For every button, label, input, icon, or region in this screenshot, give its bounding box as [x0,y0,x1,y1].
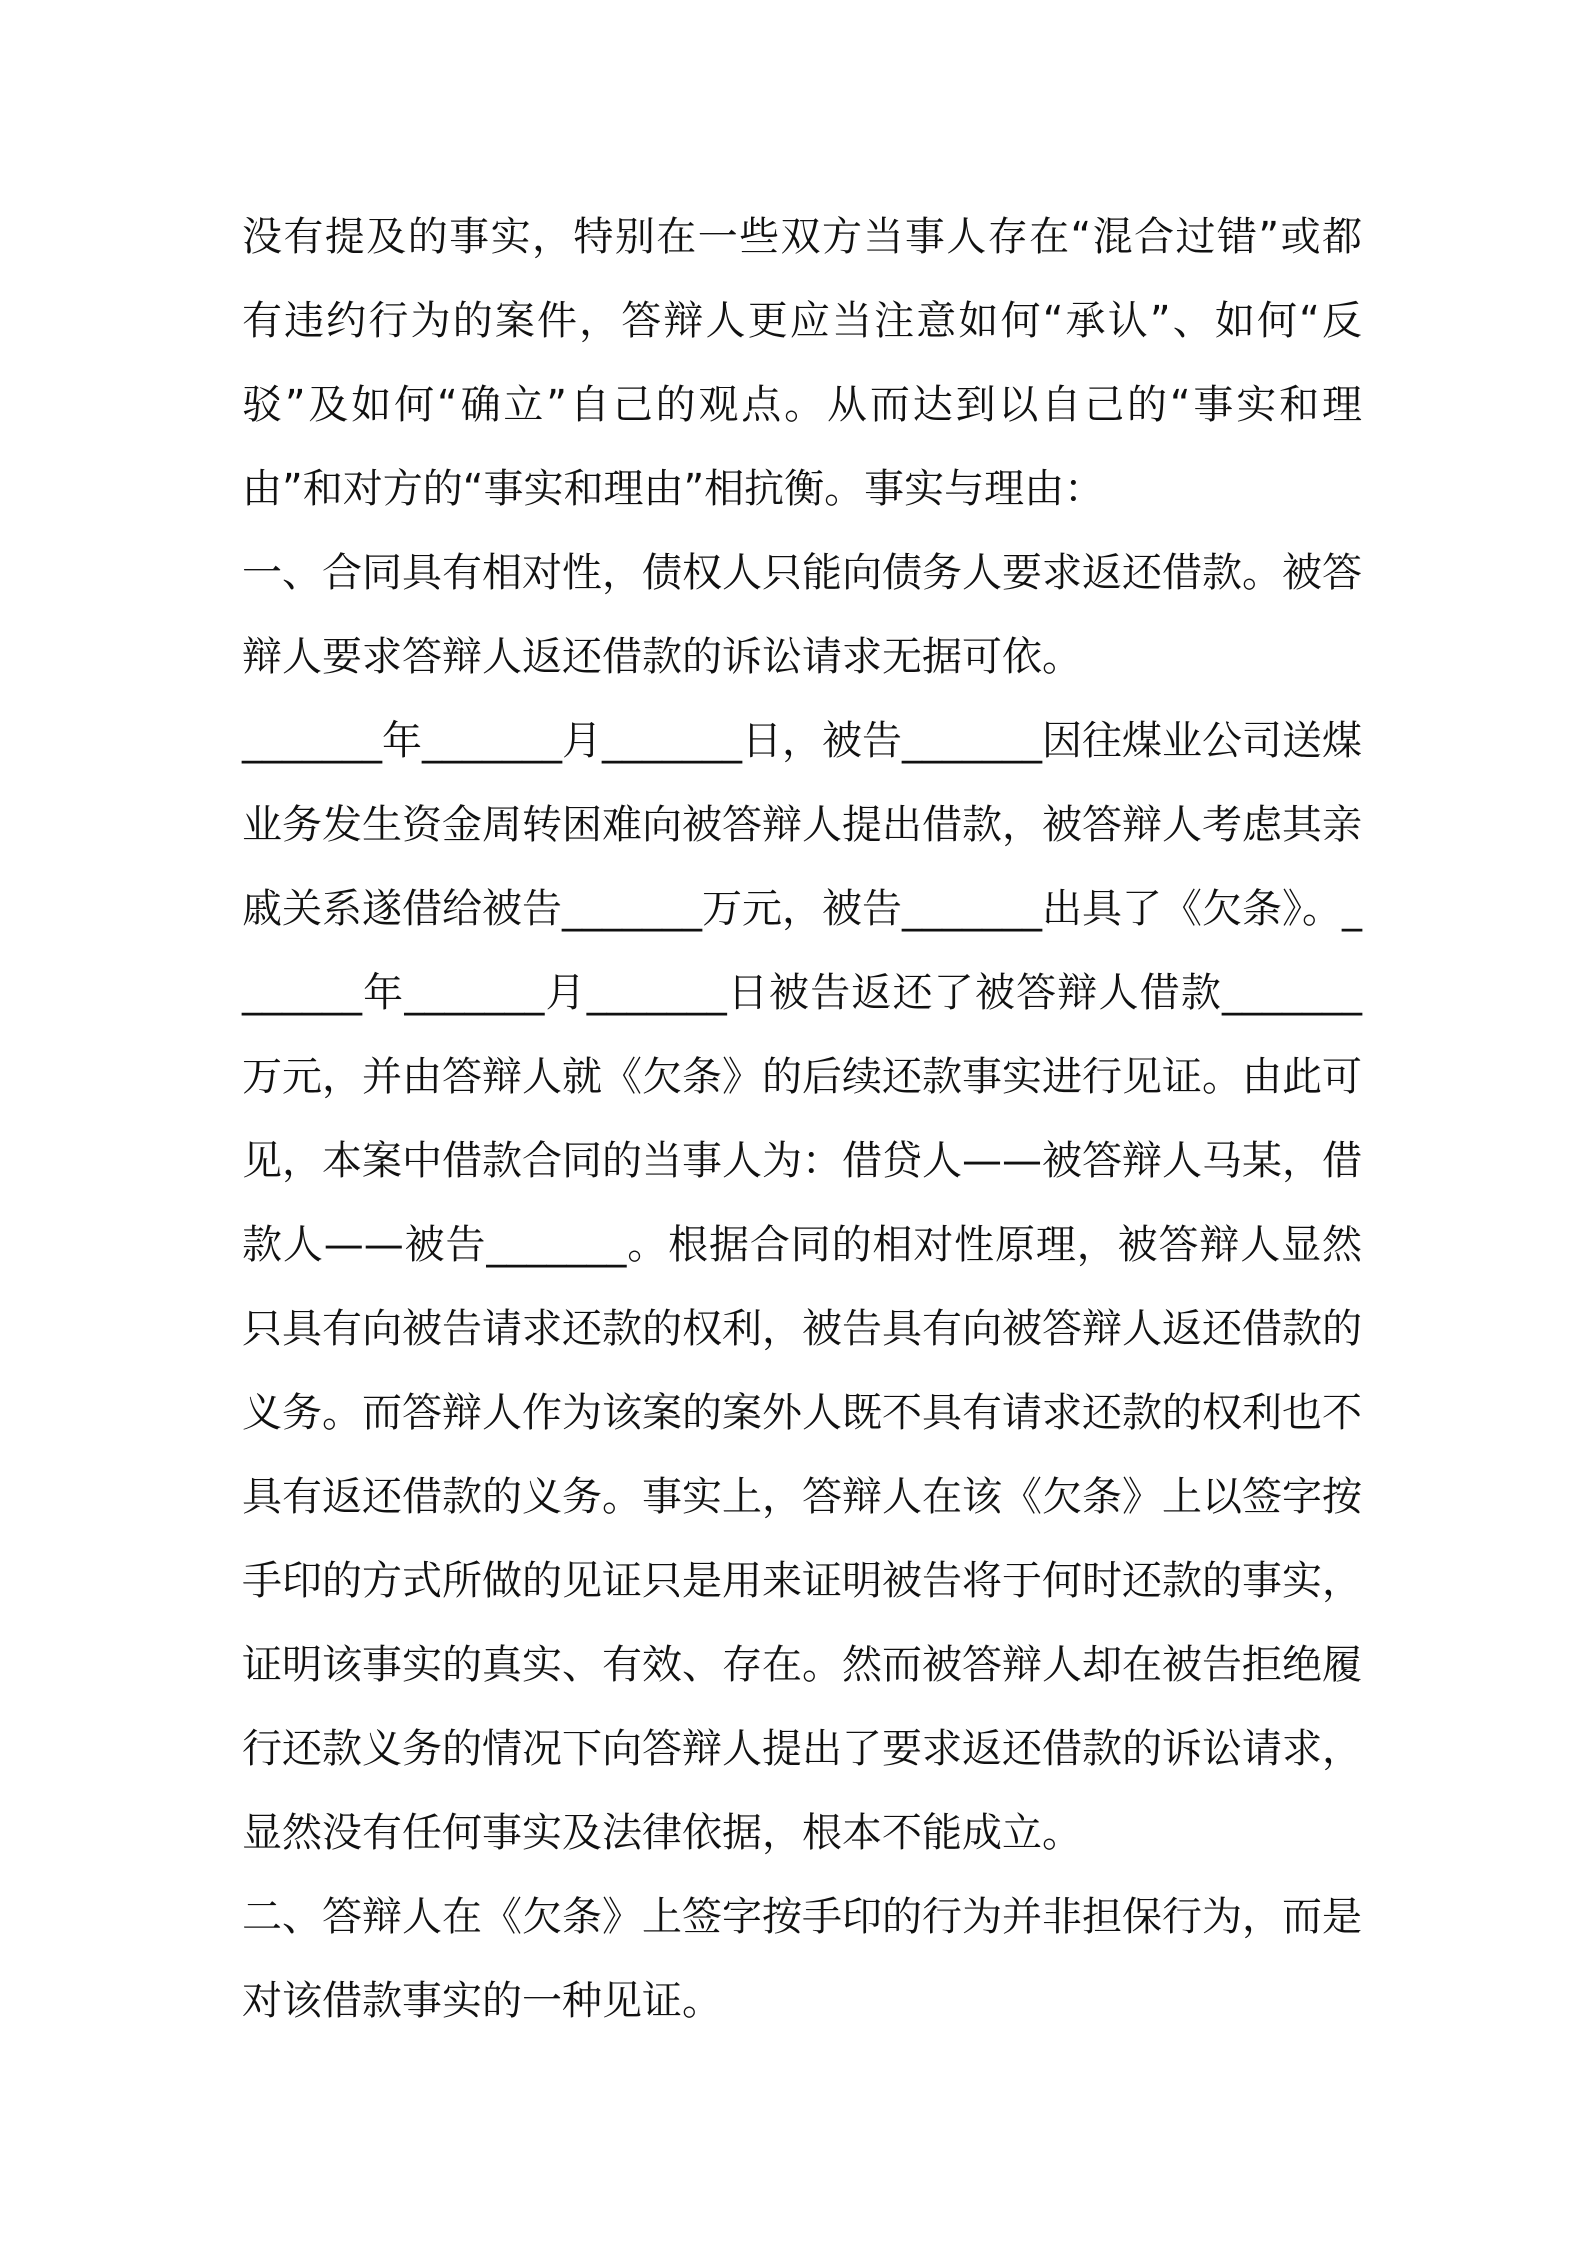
paragraph-facts: _______年_______月_______日，被告_______因往煤业公司送煤业务发生资金周转困难向被答辩人提出借款，被答辩人考虑其亲戚关系遂借给被告_______万元，被告_______出具了《欠条》。_______年_______月_______日被告返还了被答辩人借款_______万元，并由答辩人就《欠条》的后续还款事实进行见证。由此可见，本案中借款合同的当事人为：借贷人——被答辩人马某，借款人——被告_______。根据合同的相对性原理，被答辩人显然只具有向被告请求还款的权利，被告具有向被答辩人返还借款的义务。而答辩人作为该案的案外人既不具有请求还款的权利也不具有返还借款的义务。事实上，答辩人在该《欠条》上以签字按手印的方式所做的见证只是用来证明被告将于何时还款的事实，证明该事实的真实、有效、存在。然而被答辩人却在被告拒绝履行还款义务的情况下向答辩人提出了要求返还借款的诉讼请求，显然没有任何事实及法律依据，根本不能成立。 [242,718,1362,1856]
paragraph-heading-two: 二、答辩人在《欠条》上签字按手印的行为并非担保行为，而是对该借款事实的一种见证。 [242,1894,1362,2024]
paragraph-intro: 没有提及的事实，特别在一些双方当事人存在“混合过错”或都有违约行为的案件，答辩人更应当注意如何“承认”、如何“反驳”及如何“确立”自己的观点。从而达到以自己的“事实和理由”和对方的“事实和理由”相抗衡。事实与理由： [242,214,1362,512]
paragraph-heading-one: 一、合同具有相对性，债权人只能向债务人要求返还借款。被答辩人要求答辩人返还借款的诉讼请求无据可依。 [242,550,1362,680]
document-body [242,195,1362,2043]
